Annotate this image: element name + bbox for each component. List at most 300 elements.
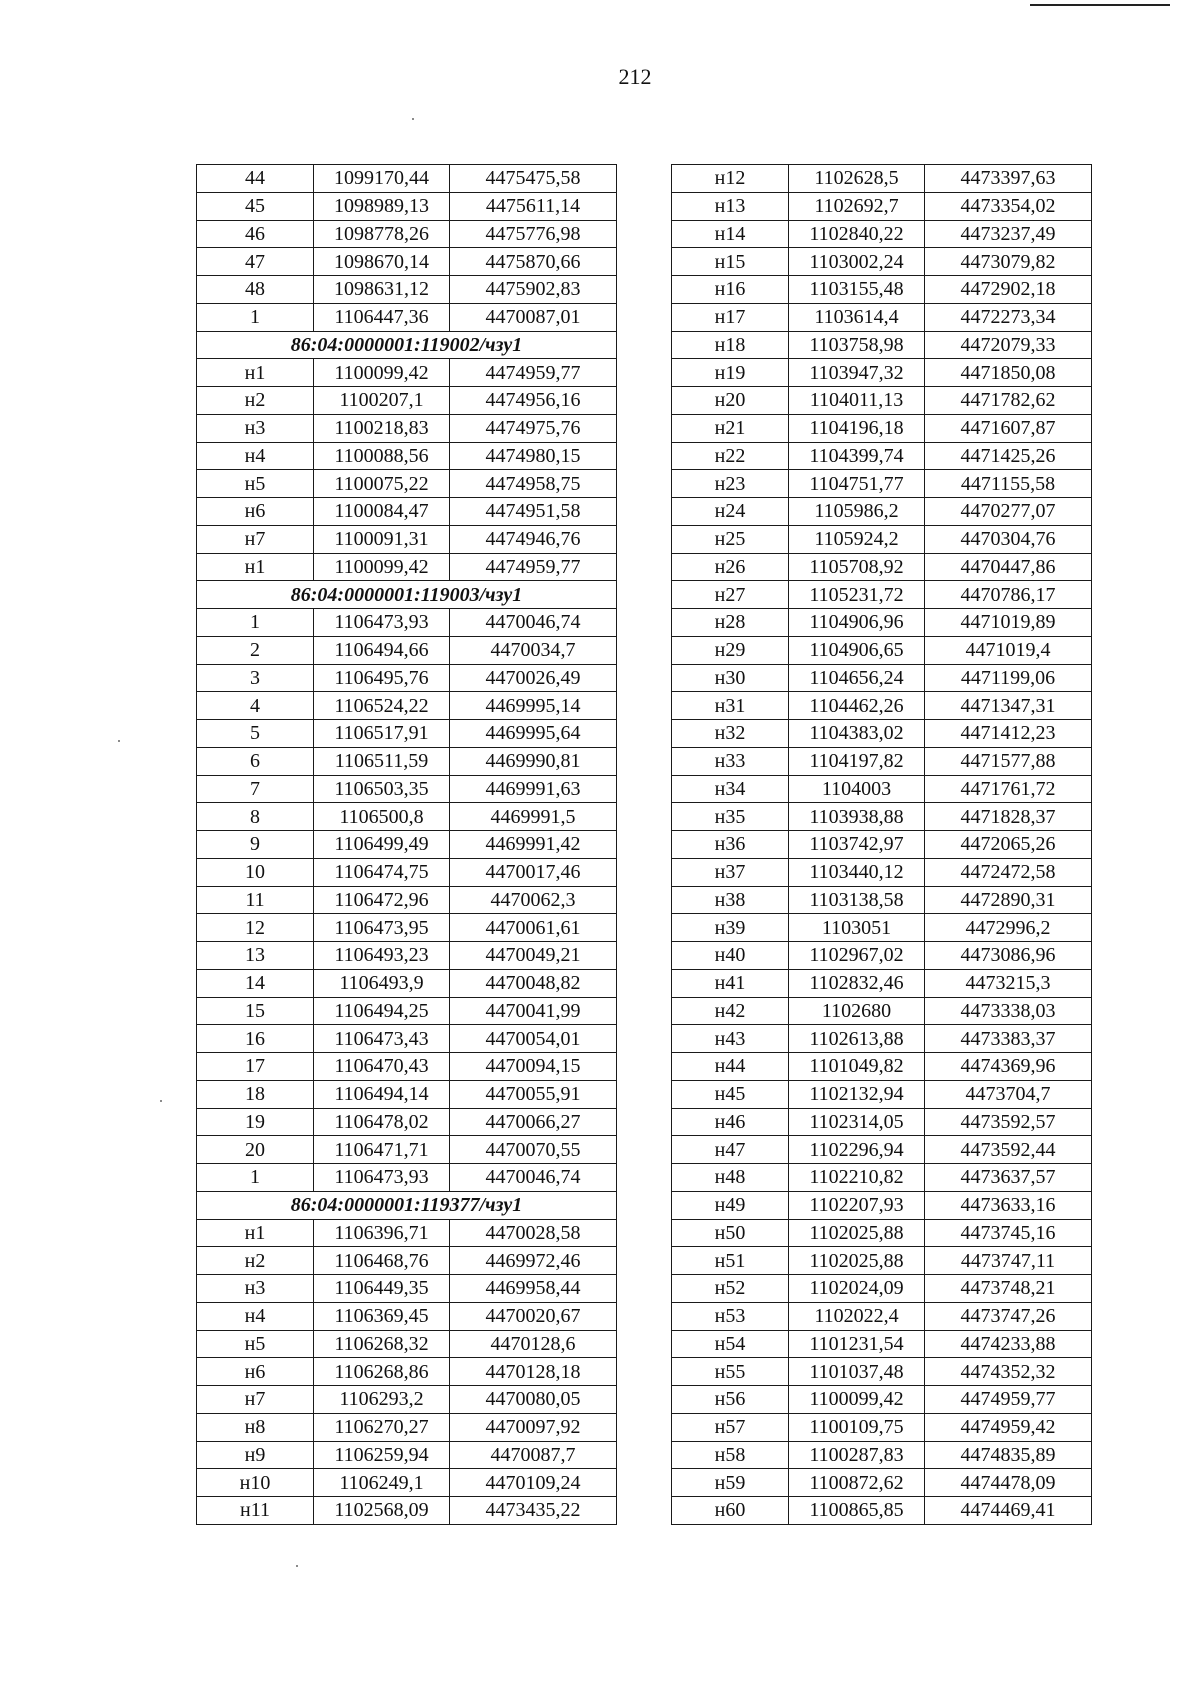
y-coordinate-cell: 4473079,82 (925, 248, 1092, 276)
y-coordinate-cell: 4470020,67 (450, 1302, 617, 1330)
y-coordinate-cell: 4472996,2 (925, 914, 1092, 942)
y-coordinate-cell: 4475902,83 (450, 276, 617, 304)
x-coordinate-cell: 1102314,05 (789, 1108, 925, 1136)
table-row (197, 858, 617, 886)
y-coordinate-cell: 4474975,76 (450, 414, 617, 442)
table-row (672, 831, 1092, 859)
x-coordinate-cell: 1105986,2 (789, 498, 925, 526)
x-coordinate-cell: 1100287,83 (789, 1441, 925, 1469)
x-coordinate-cell: 1101049,82 (789, 1053, 925, 1081)
x-coordinate-cell: 1106473,93 (314, 609, 450, 637)
y-coordinate-cell: 4470087,01 (450, 303, 617, 331)
y-coordinate-cell: 4471019,89 (925, 609, 1092, 637)
point-number-cell: 15 (197, 997, 314, 1025)
y-coordinate-cell: 4469995,64 (450, 720, 617, 748)
point-number-cell: н34 (672, 775, 789, 803)
y-coordinate-cell: 4471347,31 (925, 692, 1092, 720)
table-row (672, 387, 1092, 415)
point-number-cell: 17 (197, 1053, 314, 1081)
table-row (197, 1219, 617, 1247)
table-row (672, 192, 1092, 220)
y-coordinate-cell: 4471850,08 (925, 359, 1092, 387)
table-row (197, 914, 617, 942)
table-row (672, 1469, 1092, 1497)
x-coordinate-cell: 1103758,98 (789, 331, 925, 359)
x-coordinate-cell: 1100099,42 (314, 553, 450, 581)
y-coordinate-cell: 4471155,58 (925, 470, 1092, 498)
x-coordinate-cell: 1102025,88 (789, 1247, 925, 1275)
scan-speck (118, 740, 120, 742)
point-number-cell: н9 (197, 1441, 314, 1469)
x-coordinate-cell: 1106268,32 (314, 1330, 450, 1358)
x-coordinate-cell: 1106494,14 (314, 1080, 450, 1108)
point-number-cell: н2 (197, 387, 314, 415)
point-number-cell: 47 (197, 248, 314, 276)
point-number-cell: н52 (672, 1275, 789, 1303)
x-coordinate-cell: 1104906,65 (789, 636, 925, 664)
x-coordinate-cell: 1101231,54 (789, 1330, 925, 1358)
y-coordinate-cell: 4473745,16 (925, 1219, 1092, 1247)
y-coordinate-cell: 4469991,5 (450, 803, 617, 831)
y-coordinate-cell: 4473592,57 (925, 1108, 1092, 1136)
y-coordinate-cell: 4471828,37 (925, 803, 1092, 831)
y-coordinate-cell: 4475776,98 (450, 220, 617, 248)
x-coordinate-cell: 1104399,74 (789, 442, 925, 470)
y-coordinate-cell: 4471199,06 (925, 664, 1092, 692)
y-coordinate-cell: 4474980,15 (450, 442, 617, 470)
coordinates-table-right-body (672, 165, 1092, 1525)
x-coordinate-cell: 1106468,76 (314, 1247, 450, 1275)
x-coordinate-cell: 1106503,35 (314, 775, 450, 803)
point-number-cell: н57 (672, 1413, 789, 1441)
table-row (672, 1441, 1092, 1469)
x-coordinate-cell: 1104906,96 (789, 609, 925, 637)
point-number-cell: н15 (672, 248, 789, 276)
table-row (672, 331, 1092, 359)
section-header-row (197, 1191, 617, 1219)
y-coordinate-cell: 4470080,05 (450, 1386, 617, 1414)
y-coordinate-cell: 4473592,44 (925, 1136, 1092, 1164)
y-coordinate-cell: 4473383,37 (925, 1025, 1092, 1053)
x-coordinate-cell: 1099170,44 (314, 165, 450, 193)
table-row (672, 1386, 1092, 1414)
point-number-cell: 11 (197, 886, 314, 914)
point-number-cell: н29 (672, 636, 789, 664)
point-number-cell: н5 (197, 1330, 314, 1358)
x-coordinate-cell: 1102613,88 (789, 1025, 925, 1053)
parcel-cadastral-number: 86:04:0000001:119377/чзу1 (197, 1191, 617, 1219)
table-row (197, 276, 617, 304)
point-number-cell: н33 (672, 747, 789, 775)
point-number-cell: н1 (197, 1219, 314, 1247)
y-coordinate-cell: 4472079,33 (925, 331, 1092, 359)
point-number-cell: н36 (672, 831, 789, 859)
table-row (197, 886, 617, 914)
x-coordinate-cell: 1100865,85 (789, 1497, 925, 1525)
y-coordinate-cell: 4473637,57 (925, 1164, 1092, 1192)
x-coordinate-cell: 1098670,14 (314, 248, 450, 276)
y-coordinate-cell: 4469958,44 (450, 1275, 617, 1303)
table-row (197, 303, 617, 331)
x-coordinate-cell: 1098631,12 (314, 276, 450, 304)
x-coordinate-cell: 1098989,13 (314, 192, 450, 220)
table-row (672, 858, 1092, 886)
table-row (672, 609, 1092, 637)
point-number-cell: н24 (672, 498, 789, 526)
x-coordinate-cell: 1106474,75 (314, 858, 450, 886)
y-coordinate-cell: 4470055,91 (450, 1080, 617, 1108)
table-row (672, 1191, 1092, 1219)
x-coordinate-cell: 1106494,66 (314, 636, 450, 664)
point-number-cell: н40 (672, 942, 789, 970)
y-coordinate-cell: 4470049,21 (450, 942, 617, 970)
point-number-cell: н13 (672, 192, 789, 220)
table-row (197, 387, 617, 415)
point-number-cell: н21 (672, 414, 789, 442)
table-row (672, 1136, 1092, 1164)
x-coordinate-cell: 1102025,88 (789, 1219, 925, 1247)
parcel-cadastral-number: 86:04:0000001:119002/чзу1 (197, 331, 617, 359)
table-row (197, 831, 617, 859)
y-coordinate-cell: 4470062,3 (450, 886, 617, 914)
table-row (197, 220, 617, 248)
y-coordinate-cell: 4469991,63 (450, 775, 617, 803)
point-number-cell: н7 (197, 525, 314, 553)
point-number-cell: н6 (197, 1358, 314, 1386)
coordinates-table-left-body (197, 165, 617, 1525)
table-row (672, 276, 1092, 304)
y-coordinate-cell: 4474959,77 (450, 359, 617, 387)
table-row (197, 442, 617, 470)
x-coordinate-cell: 1102296,94 (789, 1136, 925, 1164)
y-coordinate-cell: 4470048,82 (450, 969, 617, 997)
point-number-cell: 45 (197, 192, 314, 220)
y-coordinate-cell: 4474959,77 (925, 1386, 1092, 1414)
y-coordinate-cell: 4470054,01 (450, 1025, 617, 1053)
x-coordinate-cell: 1106268,86 (314, 1358, 450, 1386)
table-row (197, 1053, 617, 1081)
table-row (672, 220, 1092, 248)
y-coordinate-cell: 4474959,77 (450, 553, 617, 581)
table-row (197, 609, 617, 637)
table-row (672, 942, 1092, 970)
y-coordinate-cell: 4474352,32 (925, 1358, 1092, 1386)
x-coordinate-cell: 1106473,43 (314, 1025, 450, 1053)
table-row (197, 997, 617, 1025)
y-coordinate-cell: 4470046,74 (450, 609, 617, 637)
point-number-cell: 20 (197, 1136, 314, 1164)
y-coordinate-cell: 4473747,26 (925, 1302, 1092, 1330)
point-number-cell: 9 (197, 831, 314, 859)
x-coordinate-cell: 1102024,09 (789, 1275, 925, 1303)
point-number-cell: н8 (197, 1413, 314, 1441)
point-number-cell: н43 (672, 1025, 789, 1053)
y-coordinate-cell: 4471607,87 (925, 414, 1092, 442)
x-coordinate-cell: 1106494,25 (314, 997, 450, 1025)
table-row (197, 553, 617, 581)
point-number-cell: н60 (672, 1497, 789, 1525)
y-coordinate-cell: 4470128,6 (450, 1330, 617, 1358)
y-coordinate-cell: 4474946,76 (450, 525, 617, 553)
y-coordinate-cell: 4469990,81 (450, 747, 617, 775)
table-row (197, 664, 617, 692)
table-row (197, 692, 617, 720)
table-row (672, 720, 1092, 748)
point-number-cell: н17 (672, 303, 789, 331)
point-number-cell: н4 (197, 442, 314, 470)
y-coordinate-cell: 4470061,61 (450, 914, 617, 942)
section-header-row (197, 331, 617, 359)
x-coordinate-cell: 1106447,36 (314, 303, 450, 331)
y-coordinate-cell: 4473354,02 (925, 192, 1092, 220)
table-row (197, 1275, 617, 1303)
table-row (672, 969, 1092, 997)
y-coordinate-cell: 4471577,88 (925, 747, 1092, 775)
y-coordinate-cell: 4474958,75 (450, 470, 617, 498)
x-coordinate-cell: 1102207,93 (789, 1191, 925, 1219)
x-coordinate-cell: 1104003 (789, 775, 925, 803)
point-number-cell: н6 (197, 498, 314, 526)
point-number-cell: 18 (197, 1080, 314, 1108)
y-coordinate-cell: 4471019,4 (925, 636, 1092, 664)
point-number-cell: н19 (672, 359, 789, 387)
point-number-cell: н45 (672, 1080, 789, 1108)
point-number-cell: 12 (197, 914, 314, 942)
point-number-cell: н55 (672, 1358, 789, 1386)
y-coordinate-cell: 4473338,03 (925, 997, 1092, 1025)
x-coordinate-cell: 1103051 (789, 914, 925, 942)
table-row (197, 803, 617, 831)
x-coordinate-cell: 1102967,02 (789, 942, 925, 970)
point-number-cell: н27 (672, 581, 789, 609)
y-coordinate-cell: 4470094,15 (450, 1053, 617, 1081)
table-row (672, 692, 1092, 720)
point-number-cell: н18 (672, 331, 789, 359)
x-coordinate-cell: 1106293,2 (314, 1386, 450, 1414)
table-row (197, 248, 617, 276)
point-number-cell: н23 (672, 470, 789, 498)
y-coordinate-cell: 4473237,49 (925, 220, 1092, 248)
table-row (672, 414, 1092, 442)
table-row (672, 553, 1092, 581)
y-coordinate-cell: 4474959,42 (925, 1413, 1092, 1441)
table-row (672, 581, 1092, 609)
x-coordinate-cell: 1105708,92 (789, 553, 925, 581)
point-number-cell: 6 (197, 747, 314, 775)
table-row (672, 1413, 1092, 1441)
x-coordinate-cell: 1102022,4 (789, 1302, 925, 1330)
point-number-cell: н41 (672, 969, 789, 997)
y-coordinate-cell: 4474478,09 (925, 1469, 1092, 1497)
y-coordinate-cell: 4470026,49 (450, 664, 617, 692)
scan-speck (412, 118, 414, 120)
y-coordinate-cell: 4470786,17 (925, 581, 1092, 609)
point-number-cell: н39 (672, 914, 789, 942)
y-coordinate-cell: 4470097,92 (450, 1413, 617, 1441)
y-coordinate-cell: 4475611,14 (450, 192, 617, 220)
x-coordinate-cell: 1102132,94 (789, 1080, 925, 1108)
table-row (672, 525, 1092, 553)
x-coordinate-cell: 1106473,93 (314, 1164, 450, 1192)
x-coordinate-cell: 1103138,58 (789, 886, 925, 914)
page-number: 212 (618, 64, 652, 89)
x-coordinate-cell: 1101037,48 (789, 1358, 925, 1386)
x-coordinate-cell: 1106495,76 (314, 664, 450, 692)
point-number-cell: 7 (197, 775, 314, 803)
point-number-cell: н1 (197, 359, 314, 387)
x-coordinate-cell: 1098778,26 (314, 220, 450, 248)
y-coordinate-cell: 4473704,7 (925, 1080, 1092, 1108)
table-row (672, 1108, 1092, 1136)
x-coordinate-cell: 1104462,26 (789, 692, 925, 720)
table-row (197, 1386, 617, 1414)
table-row (672, 303, 1092, 331)
x-coordinate-cell: 1100088,56 (314, 442, 450, 470)
x-coordinate-cell: 1105924,2 (789, 525, 925, 553)
point-number-cell: 16 (197, 1025, 314, 1053)
y-coordinate-cell: 4473397,63 (925, 165, 1092, 193)
table-row (672, 775, 1092, 803)
table-row (197, 1441, 617, 1469)
x-coordinate-cell: 1100084,47 (314, 498, 450, 526)
table-row (672, 165, 1092, 193)
point-number-cell: 3 (197, 664, 314, 692)
x-coordinate-cell: 1103742,97 (789, 831, 925, 859)
table-row (197, 1108, 617, 1136)
table-row (197, 1469, 617, 1497)
point-number-cell: н31 (672, 692, 789, 720)
x-coordinate-cell: 1106500,8 (314, 803, 450, 831)
y-coordinate-cell: 4470034,7 (450, 636, 617, 664)
point-number-cell: 1 (197, 609, 314, 637)
point-number-cell: н12 (672, 165, 789, 193)
x-coordinate-cell: 1104383,02 (789, 720, 925, 748)
table-row (197, 414, 617, 442)
table-row (672, 997, 1092, 1025)
point-number-cell: н11 (197, 1497, 314, 1525)
y-coordinate-cell: 4470028,58 (450, 1219, 617, 1247)
point-number-cell: н30 (672, 664, 789, 692)
x-coordinate-cell: 1106493,9 (314, 969, 450, 997)
point-number-cell: н56 (672, 1386, 789, 1414)
y-coordinate-cell: 4471425,26 (925, 442, 1092, 470)
table-row (197, 1497, 617, 1525)
y-coordinate-cell: 4469995,14 (450, 692, 617, 720)
y-coordinate-cell: 4473748,21 (925, 1275, 1092, 1303)
point-number-cell: н2 (197, 1247, 314, 1275)
x-coordinate-cell: 1104197,82 (789, 747, 925, 775)
table-row (672, 747, 1092, 775)
table-row (197, 1025, 617, 1053)
x-coordinate-cell: 1103938,88 (789, 803, 925, 831)
x-coordinate-cell: 1100091,31 (314, 525, 450, 553)
table-row (197, 359, 617, 387)
table-row (672, 442, 1092, 470)
x-coordinate-cell: 1102692,7 (789, 192, 925, 220)
point-number-cell: н54 (672, 1330, 789, 1358)
table-row (672, 1164, 1092, 1192)
table-row (197, 775, 617, 803)
x-coordinate-cell: 1103440,12 (789, 858, 925, 886)
x-coordinate-cell: 1100207,1 (314, 387, 450, 415)
x-coordinate-cell: 1104196,18 (789, 414, 925, 442)
y-coordinate-cell: 4469991,42 (450, 831, 617, 859)
y-coordinate-cell: 4470447,86 (925, 553, 1092, 581)
y-coordinate-cell: 4473435,22 (450, 1497, 617, 1525)
x-coordinate-cell: 1104656,24 (789, 664, 925, 692)
scan-speck (160, 1100, 162, 1102)
point-number-cell: н5 (197, 470, 314, 498)
point-number-cell: 48 (197, 276, 314, 304)
y-coordinate-cell: 4474469,41 (925, 1497, 1092, 1525)
y-coordinate-cell: 4474835,89 (925, 1441, 1092, 1469)
y-coordinate-cell: 4475870,66 (450, 248, 617, 276)
point-number-cell: 8 (197, 803, 314, 831)
y-coordinate-cell: 4473747,11 (925, 1247, 1092, 1275)
parcel-cadastral-number: 86:04:0000001:119003/чзу1 (197, 581, 617, 609)
point-number-cell: н49 (672, 1191, 789, 1219)
x-coordinate-cell: 1106499,49 (314, 831, 450, 859)
x-coordinate-cell: 1106473,95 (314, 914, 450, 942)
x-coordinate-cell: 1106270,27 (314, 1413, 450, 1441)
x-coordinate-cell: 1106470,43 (314, 1053, 450, 1081)
y-coordinate-cell: 4475475,58 (450, 165, 617, 193)
x-coordinate-cell: 1106478,02 (314, 1108, 450, 1136)
y-coordinate-cell: 4470277,07 (925, 498, 1092, 526)
x-coordinate-cell: 1106493,23 (314, 942, 450, 970)
top-rule (1030, 4, 1170, 6)
point-number-cell: н22 (672, 442, 789, 470)
table-row (672, 248, 1092, 276)
x-coordinate-cell: 1100109,75 (789, 1413, 925, 1441)
x-coordinate-cell: 1106449,35 (314, 1275, 450, 1303)
point-number-cell: н3 (197, 1275, 314, 1303)
point-number-cell: н26 (672, 553, 789, 581)
x-coordinate-cell: 1106369,45 (314, 1302, 450, 1330)
table-row (672, 1358, 1092, 1386)
y-coordinate-cell: 4471782,62 (925, 387, 1092, 415)
point-number-cell: н14 (672, 220, 789, 248)
point-number-cell: 44 (197, 165, 314, 193)
table-row (672, 498, 1092, 526)
point-number-cell: н7 (197, 1386, 314, 1414)
table-row (197, 1247, 617, 1275)
point-number-cell: 1 (197, 303, 314, 331)
x-coordinate-cell: 1103614,4 (789, 303, 925, 331)
y-coordinate-cell: 4473086,96 (925, 942, 1092, 970)
y-coordinate-cell: 4470109,24 (450, 1469, 617, 1497)
table-row (197, 1136, 617, 1164)
x-coordinate-cell: 1100099,42 (314, 359, 450, 387)
point-number-cell: 1 (197, 1164, 314, 1192)
x-coordinate-cell: 1105231,72 (789, 581, 925, 609)
table-row (197, 720, 617, 748)
table-row (197, 1164, 617, 1192)
table-row (197, 747, 617, 775)
y-coordinate-cell: 4472902,18 (925, 276, 1092, 304)
x-coordinate-cell: 1106511,59 (314, 747, 450, 775)
x-coordinate-cell: 1100218,83 (314, 414, 450, 442)
table-row (197, 192, 617, 220)
table-row (197, 1330, 617, 1358)
y-coordinate-cell: 4470304,76 (925, 525, 1092, 553)
section-header-row (197, 581, 617, 609)
scan-speck (296, 1565, 298, 1567)
y-coordinate-cell: 4471761,72 (925, 775, 1092, 803)
point-number-cell: 14 (197, 969, 314, 997)
table-row (672, 1302, 1092, 1330)
table-row (672, 1025, 1092, 1053)
